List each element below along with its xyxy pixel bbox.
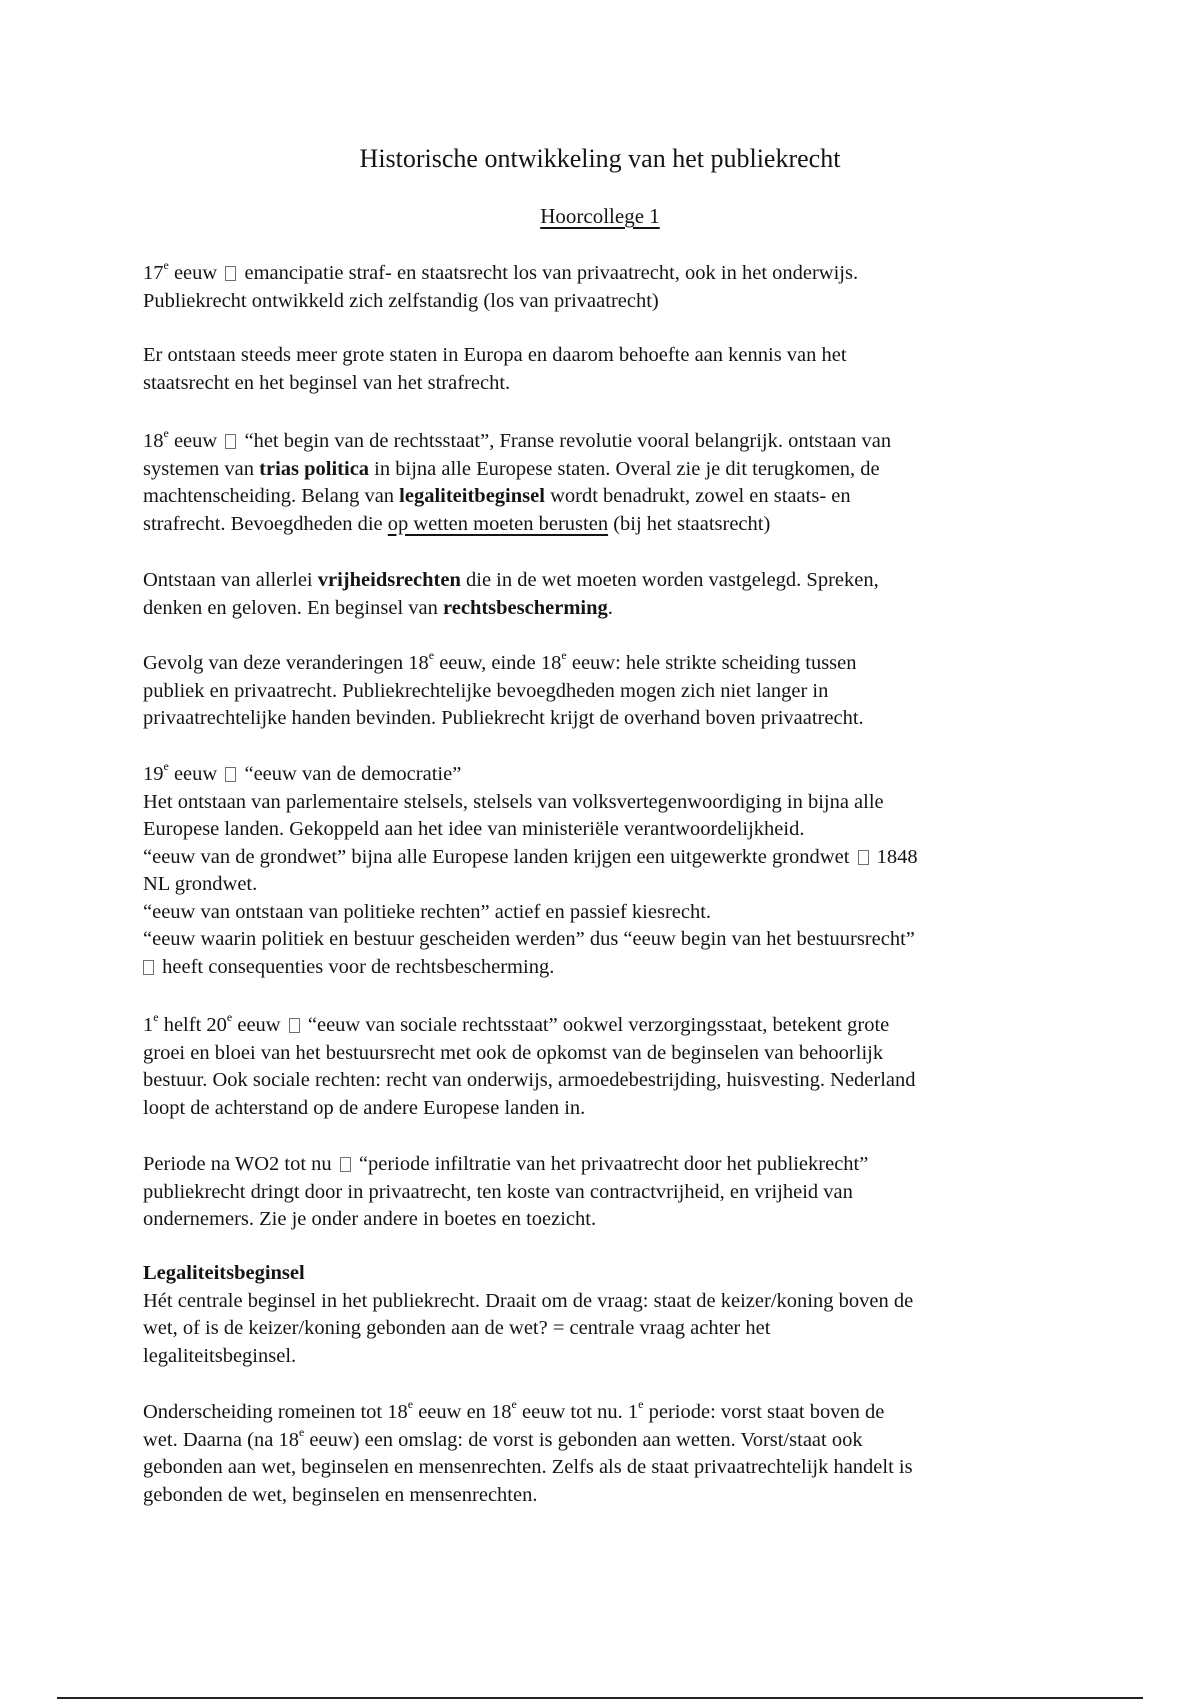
- text-line: Hét centrale beginsel in het publiekrecht. Draait om de vraag: staat de keizer/koning boven de: [143, 1289, 914, 1312]
- text-run: wordt benadrukt, zowel en staats- en: [544, 485, 851, 507]
- arrow-placeholder-icon: [858, 850, 869, 865]
- paragraph-consequences: [143, 650, 1063, 733]
- text-line: [143, 595, 1063, 623]
- text-line: publiek en privaatrecht. Publiekrechtelijke bevoegdheden mogen zich niet langer in: [143, 679, 829, 702]
- superscript: e: [163, 258, 169, 273]
- text-line: [143, 1399, 1063, 1427]
- text-line: wet, of is de keizer/koning gebonden aan de wet? = centrale vraag achter het: [143, 1317, 771, 1339]
- subtitle-text: Hoorcollege 1: [540, 204, 660, 228]
- text-run: 1: [143, 1014, 154, 1036]
- text-run: “het begin van de rechtsstaat”, Franse revolutie vooral belangrijk. ontstaan van: [239, 430, 892, 452]
- text-line: [143, 1424, 1063, 1455]
- bold-term: vrijheidsrechten: [317, 569, 461, 591]
- arrow-placeholder-icon: [340, 1157, 351, 1172]
- superscript: e: [428, 648, 435, 663]
- text-run: eeuw: [168, 262, 223, 284]
- text-run: Onderscheiding romeinen tot 18: [143, 1401, 408, 1423]
- text-line: Het ontstaan van parlementaire stelsels, stelsels van volksvertegenwoordiging in bijna alle: [143, 790, 884, 813]
- text-line: bestuur. Ook sociale rechten: recht van onderwijs, armoedebestrijding, huisvesting. Nederland: [143, 1069, 916, 1091]
- text-line: [143, 1151, 1063, 1179]
- text-line: loopt de achterstand op de andere Europese landen in.: [143, 1096, 586, 1119]
- text-run: eeuw: [232, 1014, 286, 1036]
- bold-term: trias politica: [259, 457, 370, 480]
- text-line: “eeuw waarin politiek en bestuur gescheiden werden” dus “eeuw begin van het bestuursrecht”: [143, 928, 915, 950]
- text-run: “eeuw van de democratie”: [239, 763, 462, 785]
- paragraph-distinction-periods: [143, 1399, 1063, 1509]
- footer-divider: [57, 1697, 1143, 1699]
- arrow-placeholder-icon: [289, 1018, 300, 1033]
- text-run: “eeuw van de grondwet” bijna alle Europese landen krijgen een uitgewerkte grondwet: [143, 845, 855, 868]
- text-run: eeuw: hele strikte scheiding tussen: [566, 652, 857, 674]
- text-run: strafrecht. Bevoegdheden die: [143, 512, 388, 535]
- text-run: eeuw) een omslag: de vorst is gebonden aan wetten. Vorst/staat ook: [304, 1428, 863, 1451]
- superscript: e: [511, 1397, 517, 1412]
- document-title: Historische ontwikkeling van het publiekrecht: [359, 144, 841, 173]
- text-line: [143, 483, 1063, 511]
- underlined-phrase: op wetten moeten berusten: [387, 512, 609, 535]
- text-run: .: [607, 596, 613, 619]
- arrow-placeholder-icon: [225, 434, 236, 449]
- paragraph-states-europe: [143, 342, 1063, 397]
- text-line: Publiekrecht ontwikkeld zich zelfstandig (los van privaatrecht): [143, 289, 659, 312]
- text-line: [143, 844, 1063, 872]
- text-line: [143, 954, 1063, 982]
- text-line: Er ontstaan steeds meer grote staten in Europa en daarom behoefte aan kennis van het: [143, 344, 847, 366]
- superscript: e: [407, 1397, 414, 1412]
- text-run: eeuw, einde 18: [434, 652, 562, 674]
- paragraph-freedom-rights: [143, 567, 1063, 622]
- text-run: helft 20: [158, 1014, 227, 1036]
- section-heading: Legaliteitsbeginsel: [143, 1262, 305, 1284]
- text-line: [143, 428, 1063, 456]
- text-run: eeuw en 18: [413, 1401, 512, 1423]
- text-line: gebonden aan wet, beginselen en mensenrechten. Zelfs als de staat privaatrechtelijk handelt is: [143, 1456, 913, 1478]
- paragraph-17th-century: [143, 260, 1063, 315]
- text-run: Gevolg van deze veranderingen 18: [143, 652, 429, 674]
- text-run: 18: [143, 430, 164, 452]
- text-run: wet. Daarna (na 18: [143, 1428, 299, 1451]
- text-run: eeuw: [168, 763, 223, 785]
- text-run: “periode infiltratie van het privaatrecht door het publiekrecht”: [353, 1153, 869, 1175]
- text-line: [143, 650, 1063, 678]
- text-line: Europese landen. Gekoppeld aan het idee van ministeriële verantwoordelijkheid.: [143, 818, 805, 840]
- text-run: eeuw tot nu. 1: [516, 1401, 639, 1423]
- superscript: e: [561, 648, 567, 663]
- text-line: [143, 511, 1063, 539]
- text-line: “eeuw van ontstaan van politieke rechten” actief en passief kiesrecht.: [143, 900, 712, 923]
- document-subtitle: [0, 202, 1200, 230]
- text-run: systemen van: [143, 457, 260, 480]
- text-run: “eeuw van sociale rechtsstaat” ookwel verzorgingsstaat, betekent grote: [302, 1014, 890, 1036]
- text-run: 17: [143, 262, 164, 284]
- text-line: [143, 761, 1063, 789]
- text-run: denken en geloven. En beginsel van: [143, 596, 444, 619]
- text-run: machtenscheiding. Belang van: [143, 485, 400, 507]
- text-line: ondernemers. Zie je onder andere in boetes en toezicht.: [143, 1208, 597, 1230]
- bold-term: legaliteitbeginsel: [399, 485, 545, 507]
- text-run: eeuw: [168, 430, 223, 452]
- text-line: [143, 1012, 1063, 1040]
- text-line: privaatrechtelijke handen bevinden. Publiekrecht krijgt de overhand boven privaatrecht.: [143, 707, 864, 729]
- text-line: groei en bloei van het bestuursrecht met ook de opkomst van de beginselen van behoorlijk: [143, 1041, 884, 1064]
- superscript: e: [163, 759, 169, 774]
- arrow-placeholder-icon: [143, 960, 154, 975]
- text-run: heeft consequenties voor de rechtsbescherming.: [157, 955, 555, 978]
- paragraph-18th-century: [143, 428, 1063, 538]
- text-line: gebonden de wet, beginselen en mensenrechten.: [143, 1483, 538, 1506]
- text-run: (bij het staatsrecht): [608, 512, 771, 535]
- text-run: Ontstaan van allerlei: [143, 569, 318, 591]
- bold-term: rechtsbescherming: [443, 596, 608, 619]
- text-line: NL grondwet.: [143, 873, 258, 895]
- section-legaliteitsbeginsel: [143, 1260, 1063, 1370]
- text-run: 19: [143, 763, 164, 785]
- text-run: die in de wet moeten worden vastgelegd. Spreken,: [460, 569, 879, 591]
- superscript: e: [163, 426, 169, 441]
- text-run: Periode na WO2 tot nu: [143, 1153, 337, 1175]
- arrow-placeholder-icon: [225, 266, 236, 281]
- superscript: e: [298, 1424, 305, 1439]
- text-line: [143, 456, 1063, 484]
- text-line: [143, 567, 1063, 595]
- text-line: legaliteitsbeginsel.: [143, 1344, 297, 1367]
- text-line: publiekrecht dringt door in privaatrecht, ten koste van contractvrijheid, en vrijheid van: [143, 1180, 853, 1203]
- superscript: e: [638, 1397, 644, 1412]
- text-line: staatsrecht en het beginsel van het strafrecht.: [143, 371, 511, 394]
- superscript: e: [226, 1010, 233, 1025]
- paragraph-20th-century: [143, 1012, 1063, 1122]
- text-run: emancipatie straf- en staatsrecht los van privaatrecht, ook in het onderwijs.: [239, 262, 859, 284]
- text-line: [143, 260, 1063, 288]
- text-run: periode: vorst staat boven de: [643, 1401, 885, 1423]
- text-run: in bijna alle Europese staten. Overal zie je dit terugkomen, de: [369, 457, 880, 480]
- arrow-placeholder-icon: [225, 767, 236, 782]
- text-run: 1848: [871, 845, 918, 868]
- paragraph-19th-century: [143, 761, 1063, 981]
- paragraph-post-ww2: [143, 1151, 1063, 1234]
- superscript: e: [153, 1010, 159, 1025]
